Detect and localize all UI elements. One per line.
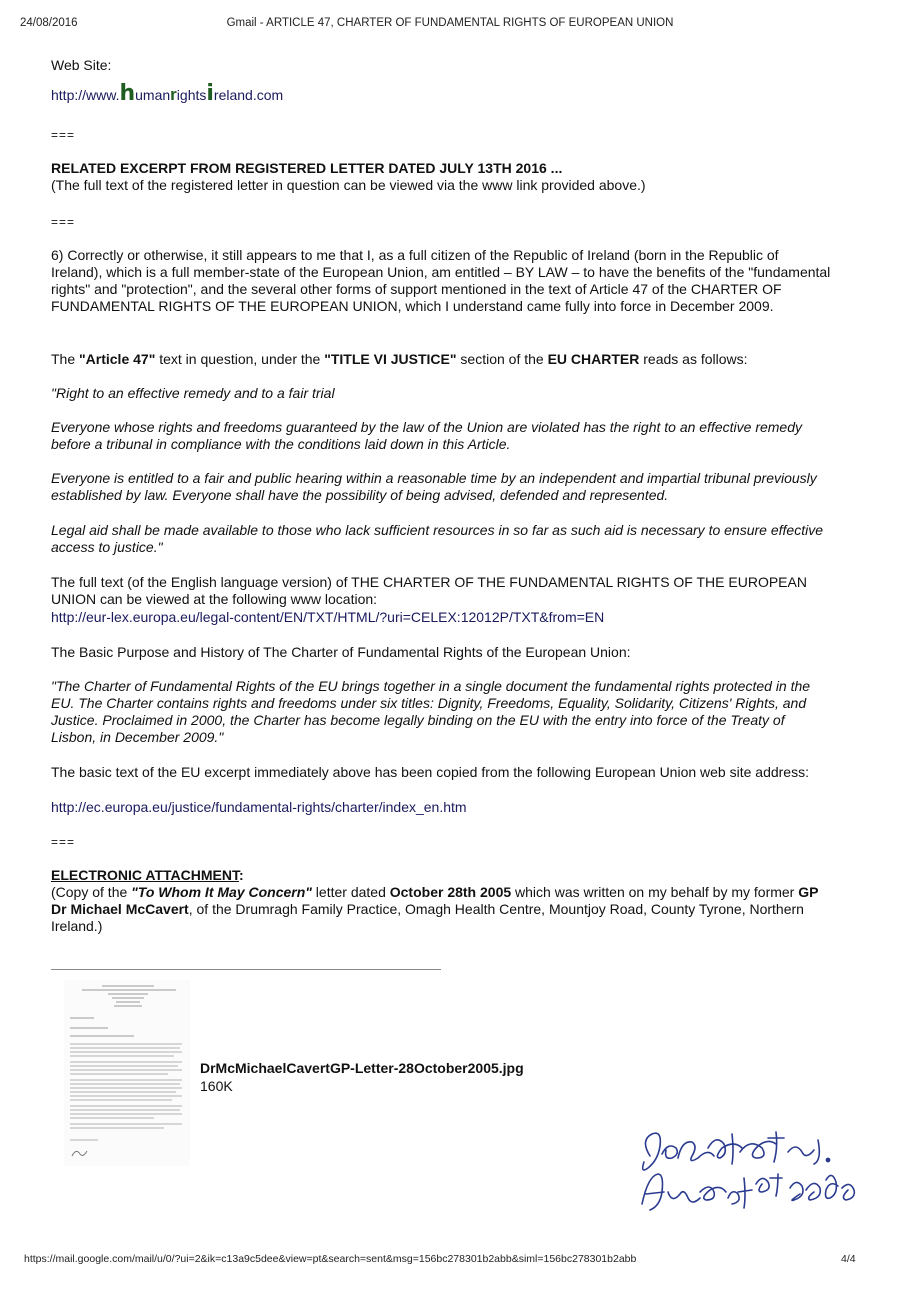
article-intro-b2: "TITLE VI JUSTICE" (324, 351, 457, 367)
website-logo-h: h (119, 81, 136, 106)
article-paragraph-2: Everyone is entitled to a fair and public hearing within a reasonable time by an independent and impartial tribunal previously established by law. Everyone shall have the possibility of being advised, defended and represented. (51, 470, 817, 503)
website-logo-i: i (206, 81, 214, 106)
basic-purpose-heading: The Basic Purpose and History of The Charter of Fundamental Rights of the European Union: (51, 644, 631, 660)
print-date: 24/08/2016 (20, 17, 78, 29)
print-title: Gmail - ARTICLE 47, CHARTER OF FUNDAMENTAL RIGHTS OF EUROPEAN UNION (226, 17, 674, 29)
website-logo-r: r (170, 85, 177, 104)
separator-2: === (51, 215, 76, 229)
article-intro-t3: section of the (456, 351, 548, 367)
basic-purpose-quote: "The Charter of Fundamental Rights of the EU brings together in a single document the fundamental rights protected in the EU. The Charter contains rights and freedoms under six titles: Dignity, Freedoms, Equality, Solidarity, Citizens' Rights, and Justice. Proclaimed in 2000, the Charter has become legally binding on the EU with the entry into force of the Treaty of Lisbon, in December 2009." (51, 678, 811, 745)
attachment-thumbnail[interactable] (64, 980, 190, 1166)
attachment-divider (51, 969, 441, 970)
attachment-size: 160K (200, 1078, 233, 1094)
signature-image (628, 1118, 878, 1228)
attachment-desc-t3: which was written on my behalf by my former (511, 884, 799, 900)
handwritten-signature (628, 1118, 878, 1228)
website-label: Web Site: (51, 57, 112, 73)
article-paragraph-1: Everyone whose rights and freedoms guaranteed by the law of the Union are violated has the right to an effective remedy before a tribunal in compliance with the conditions laid down in this Article. (51, 419, 802, 452)
excerpt-heading: RELATED EXCERPT FROM REGISTERED LETTER DATED JULY 13TH 2016 ... (51, 160, 563, 176)
article-intro-t4: reads as follows: (639, 351, 748, 367)
attachment-desc-b2: GP Dr Michael McCavert (51, 884, 819, 917)
website-link[interactable] (51, 81, 831, 107)
website-logo-ights: ights (176, 87, 207, 103)
separator-1: === (51, 128, 76, 142)
article-intro-t2: text in question, under the (155, 351, 325, 367)
source-link[interactable]: http://ec.europa.eu/justice/fundamental-rights/charter/index_en.htm (51, 799, 467, 815)
print-url: https://mail.google.com/mail/u/0/?ui=2&ik=c13a9c5dee&view=pt&search=sent&msg=156bc278301b2abb&siml=156bc278301b2abb (24, 1253, 637, 1265)
website-logo-reland: reland.com (213, 87, 284, 103)
attachment-desc-t1: (Copy of the (51, 884, 132, 900)
attachment-desc-bi1: "To Whom It May Concern" (131, 884, 312, 900)
excerpt-note: (The full text of the registered letter in question can be viewed via the www link provided above.) (51, 177, 646, 193)
article-title: "Right to an effective remedy and to a fair trial (51, 385, 335, 401)
attachment-heading-colon: : (238, 867, 244, 883)
attachment-desc-t4: , of the Drumragh Family Practice, Omagh Health Centre, Mountjoy Road, County Tyrone, Northern Ireland.) (51, 901, 804, 934)
article-intro-b3: EU CHARTER (547, 351, 640, 367)
website-logo-uman: uman (135, 87, 171, 103)
article-intro (51, 351, 831, 368)
full-text-line: The full text (of the English language version) of THE CHARTER OF THE FUNDAMENTAL RIGHTS OF THE EUROPEAN UNION can be viewed at the following www location: (51, 574, 807, 607)
full-text-link[interactable]: http://eur-lex.europa.eu/legal-content/EN/TXT/HTML/?uri=CELEX:12012P/TXT&from=EN (51, 609, 605, 625)
attachment-desc-t2: letter dated (311, 884, 390, 900)
page-number: 4/4 (841, 1253, 856, 1265)
attachment-heading-text: ELECTRONIC ATTACHMENT (51, 867, 239, 883)
source-line: The basic text of the EU excerpt immediately above has been copied from the following European Union web site address: (51, 764, 809, 780)
attachment-desc-b1: October 28th 2005 (389, 884, 512, 900)
paragraph-6: 6) Correctly or otherwise, it still appears to me that I, as a full citizen of the Republic of Ireland (born in the Republic of Ireland), which is a full member-state of the European Union, am entitled – BY LAW – to have the benefits of the "fundamental rights" and "protection", and the several other forms of support mentioned in the text of Article 47 of the CHARTER OF FUNDAMENTAL RIGHTS OF THE EUROPEAN UNION, which I understand came fully into force in December 2009. (51, 247, 831, 314)
article-paragraph-3: Legal aid shall be made available to those who lack sufficient resources in so far as such aid is necessary to ensure effective access to justice." (51, 522, 823, 555)
letter-thumbnail-image (64, 980, 190, 1166)
article-intro-t1: The (51, 351, 80, 367)
attachment-filename[interactable]: DrMcMichaelCavertGP-Letter-28October2005.jpg (200, 1060, 524, 1076)
separator-3: === (51, 835, 76, 849)
attachment-heading (51, 867, 831, 884)
website-url-prefix: http://www. (51, 87, 120, 103)
attachment-description (51, 884, 831, 935)
article-intro-b1: "Article 47" (79, 351, 156, 367)
